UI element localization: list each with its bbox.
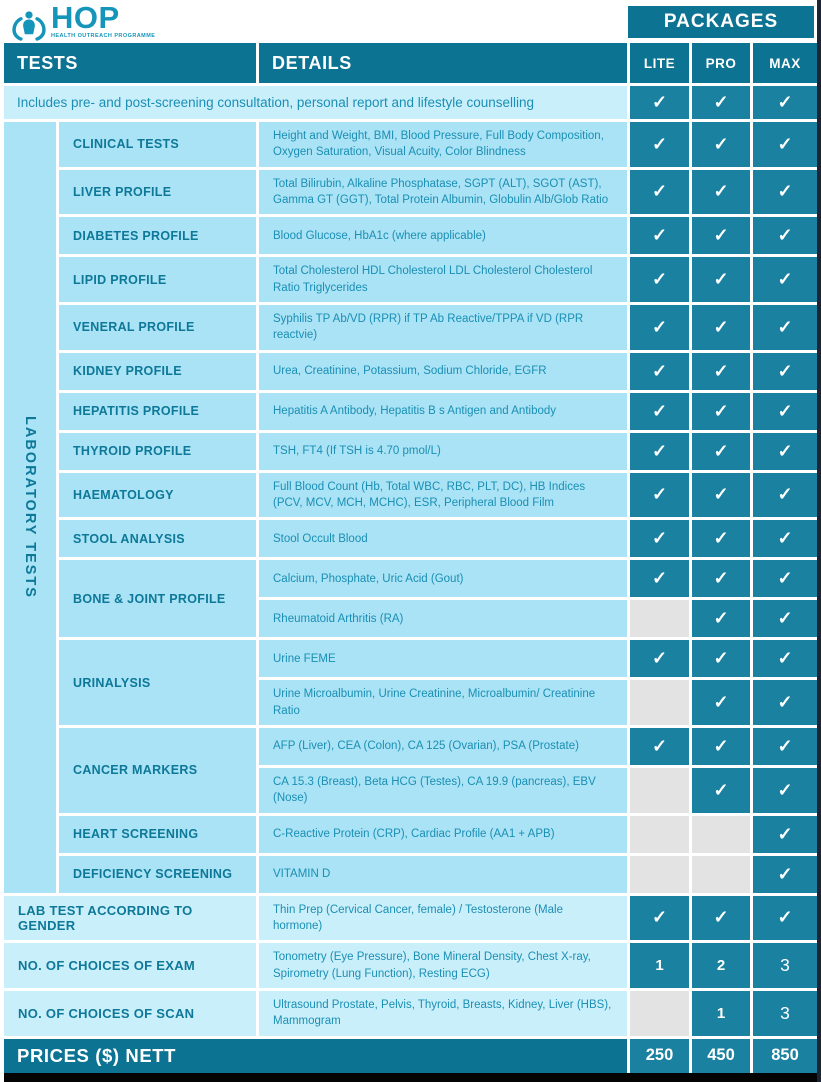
check-icon: ✓ <box>753 600 817 637</box>
detail-cell: Stool Occult Blood <box>259 520 627 557</box>
check-icon: ✓ <box>692 217 750 254</box>
test-label: LIPID PROFILE <box>59 257 256 302</box>
check-icon: ✓ <box>753 680 817 725</box>
detail-cell: Rheumatoid Arthritis (RA) <box>259 600 627 637</box>
check-icon: ✓ <box>753 896 817 941</box>
choice-count-cell: 2 <box>692 943 750 988</box>
not-included-cell <box>630 991 689 1036</box>
packages-table <box>4 43 817 1073</box>
test-label: THYROID PROFILE <box>59 433 256 470</box>
logo-subtitle: HEALTH OUTREACH PROGRAMME <box>51 33 156 40</box>
detail-cell: VITAMIN D <box>259 856 627 893</box>
detail-cell: Total Cholesterol HDL Cholesterol LDL Cholesterol Cholesterol Ratio Triglycerides <box>259 257 627 302</box>
choice-count-cell: 1 <box>692 991 750 1036</box>
check-icon: ✓ <box>630 560 689 597</box>
check-icon: ✓ <box>630 433 689 470</box>
check-icon: ✓ <box>692 728 750 765</box>
check-icon: ✓ <box>692 353 750 390</box>
detail-cell: Syphilis TP Ab/VD (RPR) if TP Ab Reactive/TPPA if VD (RPR reactvie) <box>259 305 627 350</box>
check-icon: ✓ <box>692 640 750 677</box>
test-label: HAEMATOLOGY <box>59 473 256 518</box>
check-icon: ✓ <box>630 305 689 350</box>
detail-cell: Ultrasound Prostate, Pelvis, Thyroid, Breasts, Kidney, Liver (HBS), Mammogram <box>259 991 627 1036</box>
check-icon: ✓ <box>630 640 689 677</box>
check-icon: ✓ <box>692 433 750 470</box>
check-icon: ✓ <box>630 896 689 941</box>
check-icon: ✓ <box>692 560 750 597</box>
test-label: NO. OF CHOICES OF SCAN <box>4 991 256 1036</box>
laboratory-tests-vertical-text: LABORATORY TESTS <box>22 415 38 599</box>
includes-row-text: Includes pre- and post-screening consultation, personal report and lifestyle counselling <box>4 86 627 119</box>
check-icon: ✓ <box>630 217 689 254</box>
top-bar <box>4 0 817 43</box>
not-included-cell <box>630 680 689 725</box>
check-icon: ✓ <box>692 896 750 941</box>
not-included-cell <box>692 856 750 893</box>
test-label: KIDNEY PROFILE <box>59 353 256 390</box>
check-icon: ✓ <box>692 170 750 215</box>
detail-cell: Blood Glucose, HbA1c (where applicable) <box>259 217 627 254</box>
check-icon: ✓ <box>753 257 817 302</box>
detail-cell: Height and Weight, BMI, Blood Pressure, Full Body Composition, Oxygen Saturation, Visual Acuity, Color Blindness <box>259 122 627 167</box>
check-icon: ✓ <box>630 728 689 765</box>
check-icon: ✓ <box>692 393 750 430</box>
check-icon: ✓ <box>630 353 689 390</box>
check-icon: ✓ <box>753 640 817 677</box>
test-label: CANCER MARKERS <box>59 728 256 813</box>
check-icon: ✓ <box>753 353 817 390</box>
test-label: CLINICAL TESTS <box>59 122 256 167</box>
page-bottom-border <box>4 1073 821 1082</box>
test-label: LAB TEST ACCORDING TO GENDER <box>4 896 256 941</box>
detail-cell: Urine FEME <box>259 640 627 677</box>
detail-cell: CA 15.3 (Breast), Beta HCG (Testes), CA 19.9 (pancreas), EBV (Nose) <box>259 768 627 813</box>
choice-count-cell: 1 <box>630 943 689 988</box>
packages-header: PACKAGES <box>625 3 817 41</box>
check-icon: ✓ <box>692 768 750 813</box>
detail-cell: Full Blood Count (Hb, Total WBC, RBC, PLT, DC), HB Indices (PCV, MCV, MCH, MCHC), ESR, Peripheral Blood Film <box>259 473 627 518</box>
tests-column-header: TESTS <box>4 43 256 83</box>
price-value: 450 <box>692 1039 750 1073</box>
test-label: URINALYSIS <box>59 640 256 725</box>
detail-cell: Calcium, Phosphate, Uric Acid (Gout) <box>259 560 627 597</box>
check-icon: ✓ <box>692 600 750 637</box>
check-icon: ✓ <box>753 520 817 557</box>
test-label: HEART SCREENING <box>59 816 256 853</box>
laboratory-tests-section-label <box>4 122 56 893</box>
price-value: 250 <box>630 1039 689 1073</box>
choice-count-cell: 3 <box>753 991 817 1036</box>
not-included-cell <box>630 856 689 893</box>
check-icon: ✓ <box>753 122 817 167</box>
detail-cell: Thin Prep (Cervical Cancer, female) / Testosterone (Male hormone) <box>259 896 627 941</box>
detail-cell: AFP (Liver), CEA (Colon), CA 125 (Ovarian), PSA (Prostate) <box>259 728 627 765</box>
choice-count-cell: 3 <box>753 943 817 988</box>
check-icon: ✓ <box>630 86 689 119</box>
check-icon: ✓ <box>753 560 817 597</box>
hands-person-icon <box>10 3 48 43</box>
lite-column-header: LITE <box>630 43 689 83</box>
check-icon: ✓ <box>692 86 750 119</box>
test-label: DEFICIENCY SCREENING <box>59 856 256 893</box>
check-icon: ✓ <box>692 473 750 518</box>
check-icon: ✓ <box>692 305 750 350</box>
detail-cell: TSH, FT4 (If TSH is 4.70 pmol/L) <box>259 433 627 470</box>
logo-title: HOP <box>51 0 120 35</box>
check-icon: ✓ <box>630 257 689 302</box>
detail-cell: C-Reactive Protein (CRP), Cardiac Profile (AA1 + APB) <box>259 816 627 853</box>
detail-cell: Hepatitis A Antibody, Hepatitis B s Antigen and Antibody <box>259 393 627 430</box>
check-icon: ✓ <box>753 768 817 813</box>
not-included-cell <box>630 816 689 853</box>
check-icon: ✓ <box>753 728 817 765</box>
check-icon: ✓ <box>692 122 750 167</box>
check-icon: ✓ <box>753 305 817 350</box>
check-icon: ✓ <box>753 393 817 430</box>
check-icon: ✓ <box>753 433 817 470</box>
detail-cell: Urine Microalbumin, Urine Creatinine, Microalbumin/ Creatinine Ratio <box>259 680 627 725</box>
price-value: 850 <box>753 1039 817 1073</box>
not-included-cell <box>692 816 750 853</box>
check-icon: ✓ <box>753 170 817 215</box>
check-icon: ✓ <box>630 520 689 557</box>
test-label: HEPATITIS PROFILE <box>59 393 256 430</box>
not-included-cell <box>630 600 689 637</box>
check-icon: ✓ <box>692 520 750 557</box>
check-icon: ✓ <box>753 86 817 119</box>
check-icon: ✓ <box>630 122 689 167</box>
check-icon: ✓ <box>753 217 817 254</box>
check-icon: ✓ <box>692 680 750 725</box>
page-edge-shadow <box>817 0 821 1082</box>
check-icon: ✓ <box>692 257 750 302</box>
test-label: NO. OF CHOICES OF EXAM <box>4 943 256 988</box>
check-icon: ✓ <box>630 473 689 518</box>
check-icon: ✓ <box>630 393 689 430</box>
check-icon: ✓ <box>753 816 817 853</box>
test-label: BONE & JOINT PROFILE <box>59 560 256 637</box>
test-label: DIABETES PROFILE <box>59 217 256 254</box>
pro-column-header: PRO <box>692 43 750 83</box>
not-included-cell <box>630 768 689 813</box>
hop-logo <box>10 0 156 43</box>
test-label: LIVER PROFILE <box>59 170 256 215</box>
max-column-header: MAX <box>753 43 817 83</box>
detail-cell: Tonometry (Eye Pressure), Bone Mineral Density, Chest X-ray, Spirometry (Lung Function), Resting ECG) <box>259 943 627 988</box>
test-label: VENERAL PROFILE <box>59 305 256 350</box>
prices-row-label: PRICES ($) NETT <box>4 1039 627 1073</box>
check-icon: ✓ <box>630 170 689 215</box>
detail-cell: Urea, Creatinine, Potassium, Sodium Chloride, EGFR <box>259 353 627 390</box>
detail-cell: Total Bilirubin, Alkaline Phosphatase, SGPT (ALT), SGOT (AST), Gamma GT (GGT), Total Protein Albumin, Globulin Alb/Glob Ratio <box>259 170 627 215</box>
check-icon: ✓ <box>753 856 817 893</box>
check-icon: ✓ <box>753 473 817 518</box>
details-column-header: DETAILS <box>259 43 627 83</box>
test-label: STOOL ANALYSIS <box>59 520 256 557</box>
